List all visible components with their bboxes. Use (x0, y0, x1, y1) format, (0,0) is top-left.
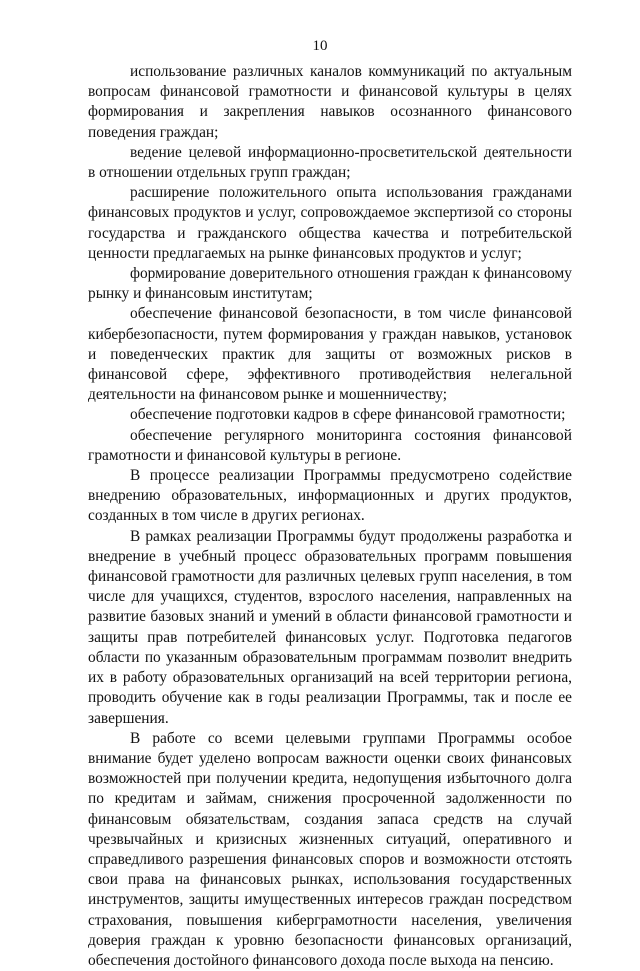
paragraph-educational-programs: В рамках реализации Программы будут продолжены разработка и внедрение в учебный процесс образовательных программ повышения финансовой грамотности для различных целевых групп населения, в том числе для учащихся, студентов, взрослого населения, направленных на развитие базовых знаний и умений в области финансовой грамотности и защиты прав потребителей финансовых услуг. Подготовка педагогов области по указанным образовательным программам позволит внедрить их в работу образовательных организаций на всей территории региона, проводить обучение как в годы реализации Программы, так и после ее завершения. (88, 527, 572, 727)
paragraph-trust-building: формирование доверительного отношения граждан к финансовому рынку и финансовым институтам; (88, 265, 572, 303)
paragraph-communication-channels: использование различных каналов коммуникаций по актуальным вопросам финансовой грамотности и финансовой культуры в целях формирования и закрепления навыков осознанного финансового поведения граждан; (88, 63, 572, 141)
paragraph-staff-training: обеспечение подготовки кадров в сфере финансовой грамотности; (130, 406, 566, 424)
page-number: 10 (312, 38, 328, 54)
paragraph-positive-experience: расширение положительного опыта использования гражданами финансовых продуктов и услуг, сопровождаемое экспертизой со стороны государства и гражданского общества качества и потребительской ценности предлагаемых на рынке финансовых продуктов и услуг; (88, 184, 572, 262)
body-text (88, 62, 572, 971)
paragraph-product-adoption: В процессе реализации Программы предусмотрено содействие внедрению образовательных, информационных и других продуктов, созданных в том числе в других регионах. (88, 467, 572, 525)
paragraph-monitoring: обеспечение регулярного мониторинга состояния финансовой грамотности и финансовой культуры в регионе. (88, 426, 572, 464)
paragraph-targeted-outreach: ведение целевой информационно-просветительской деятельности в отношении отдельных групп граждан; (88, 143, 572, 182)
paragraph-target-groups-focus: В работе со всеми целевыми группами Программы особое внимание будет уделено вопросам важности оценки своих финансовых возможностей при получении кредита, недопущения избыточного долга по кредитам и займам, снижения просроченной задолженности по финансовым обязательствам, создания запаса средств на случай чрезвычайных и кризисных жизненных ситуаций, оперативного и справедливого разрешения финансовых споров и возможности отстоять свои права на финансовых рынках, использования государственных инструментов, защиты имущественных интересов граждан посредством страхования, повышения киберграмотности населения, увеличения доверия граждан к уровню безопасности финансовых организаций, обеспечения достойного финансового дохода после выхода на пенсию. (88, 729, 572, 969)
paragraph-financial-security: обеспечение финансовой безопасности, в том числе финансовой кибербезопасности, путем формирования у граждан навыков, установок и поведенческих практик для защиты от возможных рисков в финансовой сфере, эффективного противодействия нелегальной деятельности на финансовом рынке и мошенничеству; (88, 305, 572, 404)
